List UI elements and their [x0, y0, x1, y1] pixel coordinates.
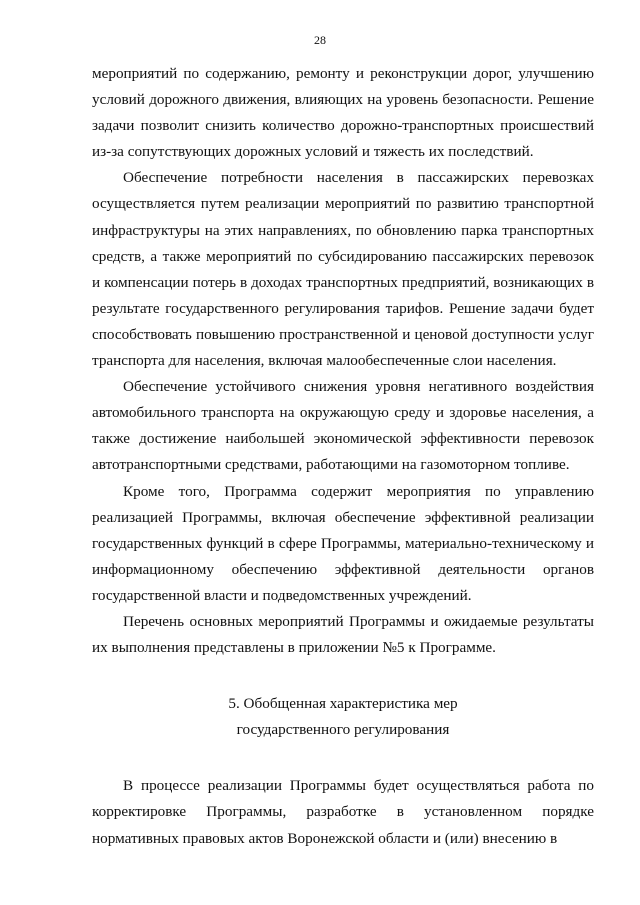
paragraph-program-management: Кроме того, Программа содержит мероприятия по управлению реализацией Программы, включая обеспечение эффективной реализации государственных функций в сфере Программы, материально-техническому и информационному обеспечению эффективной деятельности органов государственной власти и подведомственных учреждений.	[92, 482, 594, 604]
paragraph-regulation: В процессе реализации Программы будет осуществляться работа по корректировке Программы, разработке в установленном порядке нормативных правовых актов Воронежской области и (или) внесению в	[92, 777, 594, 847]
paragraph-continuation: мероприятий по содержанию, ремонту и реконструкции дорог, улучшению условий дорожного движения, влияющих на уровень безопасности. Решение задачи позволит снизить количество дорожно-транспортных происшествий из-за сопутствующих дорожных условий и тяжесть их последствий.	[92, 65, 594, 161]
section-heading-line-2: государственного регулирования	[236, 721, 450, 739]
paragraph-passenger-transport: Обеспечение потребности населения в пассажирских перевозках осуществляется путем реализации мероприятий по развитию транспортной инфраструктуры на этих направлениях, по обновлению парка транспортных средств, а также мероприятий по субсидированию пассажирских перевозок и компенсации потерь в доходах транспортных предприятий, возникающих в результате государственного регулирования тарифов. Решение задачи будет способствовать повышению пространственной и ценовой доступности услуг транспорта для населения, включая малообеспеченные слои населения.	[92, 169, 594, 370]
section-heading	[92, 691, 594, 743]
document-body	[92, 61, 594, 852]
paragraph-environment: Обеспечение устойчивого снижения уровня негативного воздействия автомобильного транспорта на окружающую среду и здоровье населения, а также достижение наибольшей экономической эффективности перевозок автотранспортными средствами, работающими на газомоторном топливе.	[92, 378, 594, 474]
page-number: 28	[314, 33, 326, 47]
section-heading-line-1: 5. Обобщенная характеристика мер	[228, 695, 458, 713]
paragraph-measures-list: Перечень основных мероприятий Программы и ожидаемые результаты их выполнения представлены в приложении №5 к Программе.	[92, 612, 594, 657]
